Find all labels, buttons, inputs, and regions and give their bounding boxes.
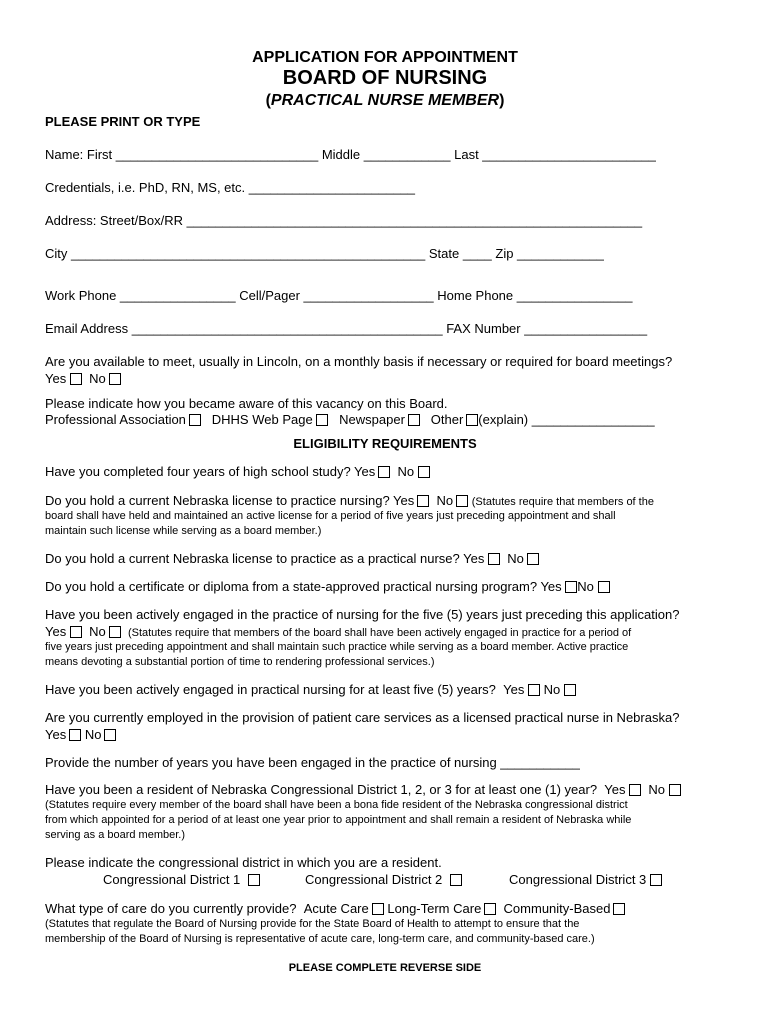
care-type-note-2: membership of the Board of Nursing is representative of acute care, long-term care, and community-based care.): [45, 933, 595, 945]
address-field[interactable]: Address: Street/Box/RR _______________________________________________________________: [45, 213, 643, 228]
availability-no-checkbox[interactable]: [109, 373, 121, 385]
district-1-checkbox[interactable]: [248, 874, 260, 886]
print-instruction: PLEASE PRINT OR TYPE: [45, 114, 201, 129]
dhhs-web-page-checkbox[interactable]: [316, 414, 328, 426]
nursing-license-note-2: board shall have held and maintained an active license for a period of five years just preceding appointment and shall: [45, 510, 616, 522]
member-type: (PRACTICAL NURSE MEMBER): [265, 92, 505, 109]
practical-license-question: Do you hold a current Nebraska license to practice as a practical nurse? Yes No: [45, 551, 539, 566]
form-title: APPLICATION FOR APPOINTMENT: [252, 49, 518, 66]
board-title: BOARD OF NURSING: [282, 67, 488, 89]
vacancy-options: Professional Association DHHS Web Page Newspaper Other (explain) _________________: [45, 412, 655, 427]
other-checkbox[interactable]: [466, 414, 478, 426]
practical-nursing-no-checkbox[interactable]: [564, 684, 576, 696]
care-type-question: What type of care do you currently provide? Acute Care Long-Term Care Community-Based: [45, 901, 625, 916]
nursing-license-no-checkbox[interactable]: [456, 495, 468, 507]
active-practice-yes-checkbox[interactable]: [70, 626, 82, 638]
active-practice-note-3: means devoting a substantial portion of time to rendering professional services.): [45, 656, 435, 668]
availability-question: Are you available to meet, usually in Lincoln, on a monthly basis if necessary or required for board meetings?: [45, 354, 673, 369]
community-based-checkbox[interactable]: [613, 903, 625, 915]
availability-yes-checkbox[interactable]: [70, 373, 82, 385]
practical-nursing-years-question: Have you been actively engaged in practical nursing for at least five (5) years? Yes No: [45, 682, 576, 697]
practical-license-no-checkbox[interactable]: [527, 553, 539, 565]
residency-yes-checkbox[interactable]: [629, 784, 641, 796]
high-school-question: Have you completed four years of high school study? Yes No: [45, 464, 430, 479]
residency-no-checkbox[interactable]: [669, 784, 681, 796]
high-school-yes-checkbox[interactable]: [378, 466, 390, 478]
email-fax-field[interactable]: Email Address ___________________________________________ FAX Number _________________: [45, 321, 648, 336]
nursing-license-question: Do you hold a current Nebraska license to practice nursing? Yes No (Statutes require that members of the: [45, 493, 654, 508]
active-practice-note-2: five years just preceding appointment and shall maintain such practice while serving as a board member. Active practice: [45, 641, 629, 653]
acute-care-checkbox[interactable]: [372, 903, 384, 915]
residency-note-3: serving as a board member.): [45, 829, 186, 841]
district-2-checkbox[interactable]: [450, 874, 462, 886]
certificate-yes-checkbox[interactable]: [565, 581, 577, 593]
residency-note-1: (Statutes require every member of the board shall have been a bona fide resident of the Nebraska congressional district: [45, 799, 628, 811]
phone-fields[interactable]: Work Phone ________________ Cell/Pager __________________ Home Phone ________________: [45, 288, 633, 303]
newspaper-checkbox[interactable]: [408, 414, 420, 426]
reverse-side-note: PLEASE COMPLETE REVERSE SIDE: [288, 962, 482, 974]
years-practice-field[interactable]: Provide the number of years you have been engaged in the practice of nursing ___________: [45, 755, 580, 770]
district-1-option: Congressional District 1: [103, 872, 260, 887]
active-practice-options: Yes No (Statutes require that members of the board shall have been actively engaged in practice for a period of: [45, 624, 632, 639]
active-practice-question: Have you been actively engaged in the practice of nursing for the five (5) years just preceding this application?: [45, 607, 680, 622]
high-school-no-checkbox[interactable]: [418, 466, 430, 478]
vacancy-question: Please indicate how you became aware of this vacancy on this Board.: [45, 396, 448, 411]
name-field[interactable]: Name: First ____________________________ Middle ____________ Last ________________________: [45, 147, 656, 162]
residency-note-2: from which appointed for a period of at least one year prior to appointment and shall remain a resident of Nebraska while: [45, 814, 632, 826]
practical-license-yes-checkbox[interactable]: [488, 553, 500, 565]
certificate-question: Do you hold a certificate or diploma from a state-approved practical nursing program? Yes No: [45, 579, 610, 594]
employment-no-checkbox[interactable]: [104, 729, 116, 741]
residency-question: Have you been a resident of Nebraska Congressional District 1, 2, or 3 for at least one (1) year? Yes No: [45, 782, 681, 797]
employment-yes-checkbox[interactable]: [69, 729, 81, 741]
city-state-zip-field[interactable]: City _________________________________________________ State ____ Zip ____________: [45, 246, 604, 261]
employment-options: Yes No: [45, 727, 116, 742]
practical-nursing-yes-checkbox[interactable]: [528, 684, 540, 696]
eligibility-heading: ELIGIBILITY REQUIREMENTS: [293, 436, 477, 451]
district-2-option: Congressional District 2: [305, 872, 462, 887]
long-term-care-checkbox[interactable]: [484, 903, 496, 915]
district-question: Please indicate the congressional district in which you are a resident.: [45, 855, 442, 870]
employment-question: Are you currently employed in the provision of patient care services as a licensed practical nurse in Nebraska?: [45, 710, 680, 725]
availability-options: Yes No: [45, 371, 121, 386]
active-practice-no-checkbox[interactable]: [109, 626, 121, 638]
certificate-no-checkbox[interactable]: [598, 581, 610, 593]
credentials-field[interactable]: Credentials, i.e. PhD, RN, MS, etc. _______________________: [45, 180, 416, 195]
care-type-note-1: (Statutes that regulate the Board of Nursing provide for the State Board of Health to attempt to ensure that the: [45, 918, 580, 930]
district-3-checkbox[interactable]: [650, 874, 662, 886]
professional-association-checkbox[interactable]: [189, 414, 201, 426]
nursing-license-note-3: maintain such license while serving as a board member.): [45, 525, 322, 537]
district-3-option: Congressional District 3: [509, 872, 662, 887]
nursing-license-yes-checkbox[interactable]: [417, 495, 429, 507]
